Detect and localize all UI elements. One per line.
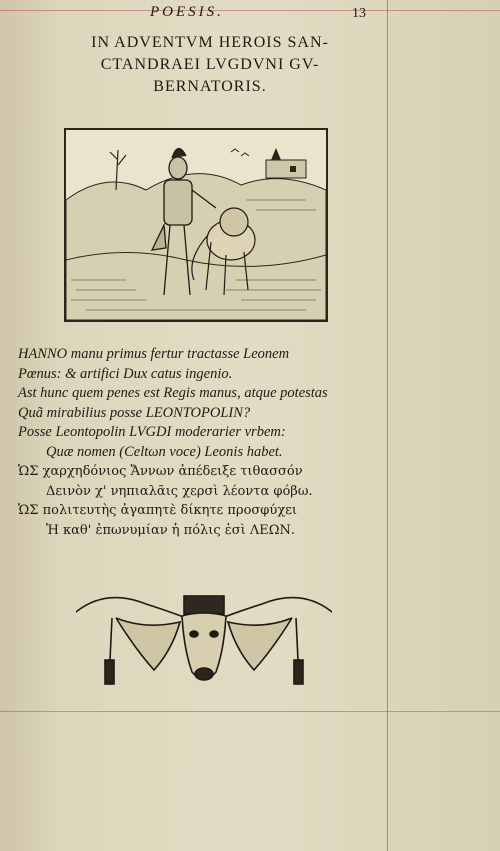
woodcut-illustration — [64, 128, 328, 322]
poem-line: Pœnus: & artifici Dux catus ingenio. — [18, 365, 233, 382]
poem-line: Quæ nomen (Celtωn voce) Leonis habet. — [46, 443, 283, 460]
page-number: 13 — [352, 6, 366, 21]
poem-line: Posse Leontopolin LVGDI moderarier vrbem: — [18, 424, 286, 440]
margin-rule-top — [0, 10, 500, 11]
greek-line: ὩΣ πολιτευτὴς ἀγαπητὲ δίκητε προσφύχει — [18, 503, 298, 518]
title-line: BERNATORIS. — [153, 78, 267, 95]
title-line: CTANDRAEI LVGDVNI GV- — [100, 56, 320, 73]
running-head: POESIS. — [150, 4, 224, 20]
title-line: IN ADVENTVM HEROIS SAN- — [91, 34, 329, 51]
margin-rule-bottom — [0, 711, 500, 712]
poem-line: Ast hunc quem penes est Regis manus, atque potestas — [18, 385, 328, 401]
title-block — [30, 32, 390, 98]
poem-line: Quã mirabilius posse LEONTOPOLIN? — [18, 404, 251, 421]
poem — [18, 345, 388, 540]
greek-line: Ἡ καθ' ἐπωνυμίαν ἡ πόλις ἐσὶ ΛΕΩΝ. — [46, 522, 296, 538]
greek-line: ὩΣ χαρχηδόνιος Ἄννων ἀπέδειξε τιθασσόν — [18, 464, 303, 479]
poem-line: HANNO manu primus fertur tractasse Leonem — [18, 346, 290, 362]
ram-head-ornament — [76, 590, 332, 695]
warrior-with-lion-woodcut — [66, 130, 326, 320]
greek-line: Δεινὸν χ' νηπιαλᾶις χερσὶ λέοντα φόβω. — [46, 483, 313, 499]
ornament-graphic — [76, 590, 332, 695]
